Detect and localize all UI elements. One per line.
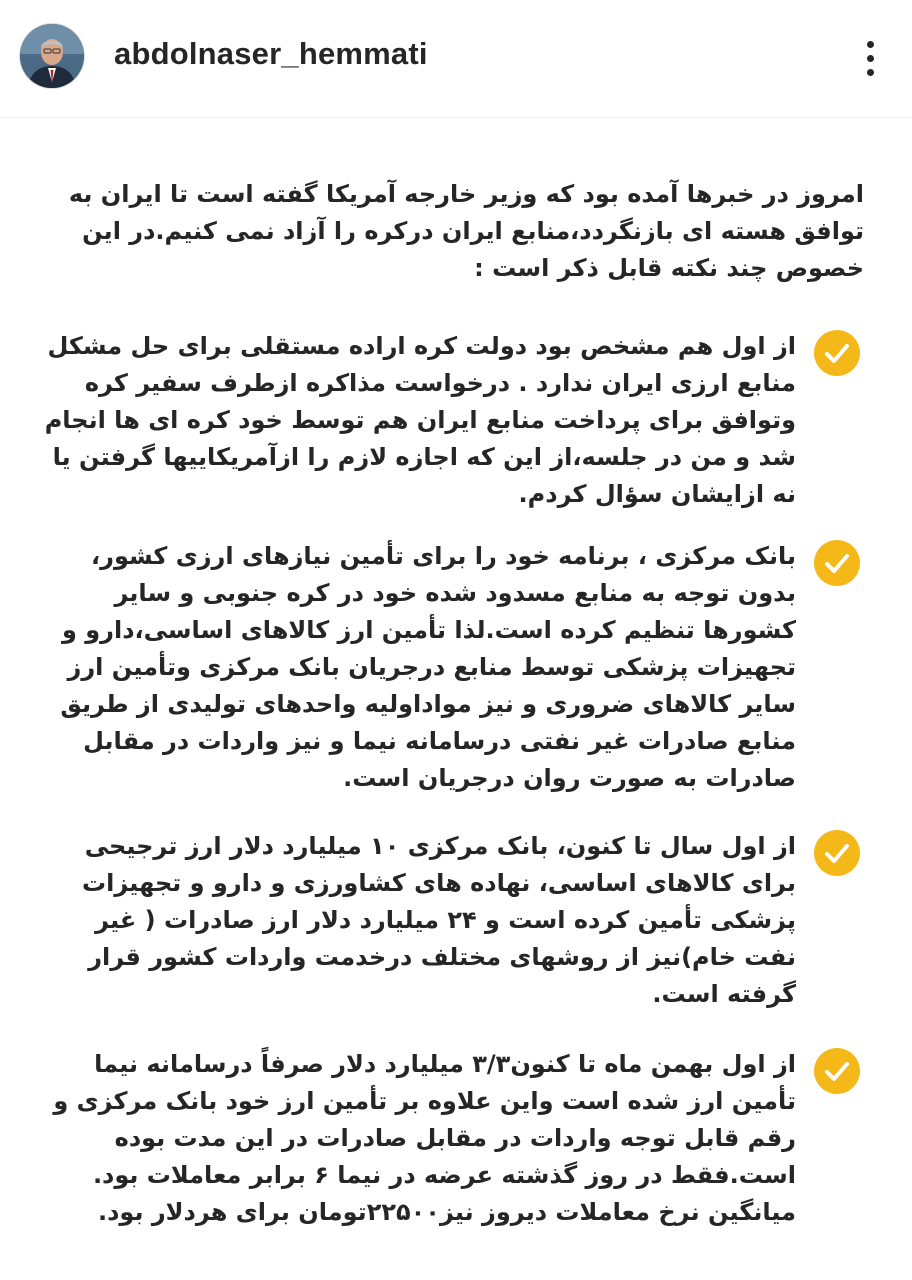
check-circle-icon — [814, 830, 860, 876]
post-username[interactable]: abdolnaser_hemmati — [114, 36, 428, 71]
caption-point-text: از اول بهمن ماه تا کنون۳/۳ میلیارد دلار صرفاً درسامانه نیما تأمین ارز شده است واین علاوه بر تأمین ارز خود بانک مرکزی و رقم قابل توجه واردات در مقابل صادرات در این مدت بوده است.فقط در روز گذشته عرضه در نیما ۶ برابر معاملات بود. میانگین نرخ معاملات دیروز نیز۲۲۵۰۰تومان برای هردلار بود. — [53, 1050, 796, 1226]
post-caption — [0, 118, 912, 1280]
profile-photo — [20, 24, 84, 88]
caption-point-text: از اول سال تا کنون، بانک مرکزی ۱۰ میلیارد دلار ارز ترجیحی برای کالاهای اساسی، نهاده های کشاورزی و دارو و تجهیزات پزشکی تأمین کرده است و ۲۴ میلیارد دلار ارز صادرات ( غیر نفت خام)نیز از روشهای مختلف درخدمت واردات کشور قرار گرفته است. — [82, 832, 796, 1008]
caption-point-text: بانک مرکزی ، برنامه خود را برای تأمین نیازهای ارزی کشور، بدون توجه به منابع مسدود شده خود در کره جنوبی و سایر کشورها تنظیم کرده است.لذا تأمین ارز کالاهای اساسی،دارو و تجهیزات پزشکی توسط منابع درجریان بانک مرکزی وتأمین ارز سایر کالاهای ضروری و نیز مواداولیه واحدهای تولیدی از طریق منابع صادرات غیر نفتی درسامانه نیما و نیز واردات در مقابل صادرات به صورت روان درجریان است. — [60, 542, 796, 792]
profile-avatar[interactable] — [20, 24, 84, 88]
caption-point-text: از اول هم مشخص بود دولت کره اراده مستقلی برای حل مشکل منابع ارزی ایران ندارد . درخواست مذاکره ازطرف سفیر کره وتوافق برای پرداخت منابع ایران هم توسط خود کره ای ها انجام شد و من در جلسه،از این که اجازه لازم را ازآمریکاییها گرفتن یا نه ازایشان سؤال کردم. — [44, 332, 796, 508]
check-circle-icon — [814, 540, 860, 586]
more-dot — [867, 55, 874, 62]
check-circle-icon — [814, 330, 860, 376]
check-circle-icon — [814, 1048, 860, 1094]
more-dot — [867, 41, 874, 48]
more-dot — [867, 69, 874, 76]
caption-intro: امروز در خبرها آمده بود که وزیر خارجه آمریکا گفته است تا ایران به توافق هسته ای بازنگردد،منابع ایران درکره را آزاد نمی کنیم.در این خصوص چند نکته قابل ذکر است : — [68, 180, 864, 282]
post-header — [0, 0, 912, 118]
more-options-icon[interactable] — [852, 32, 888, 84]
